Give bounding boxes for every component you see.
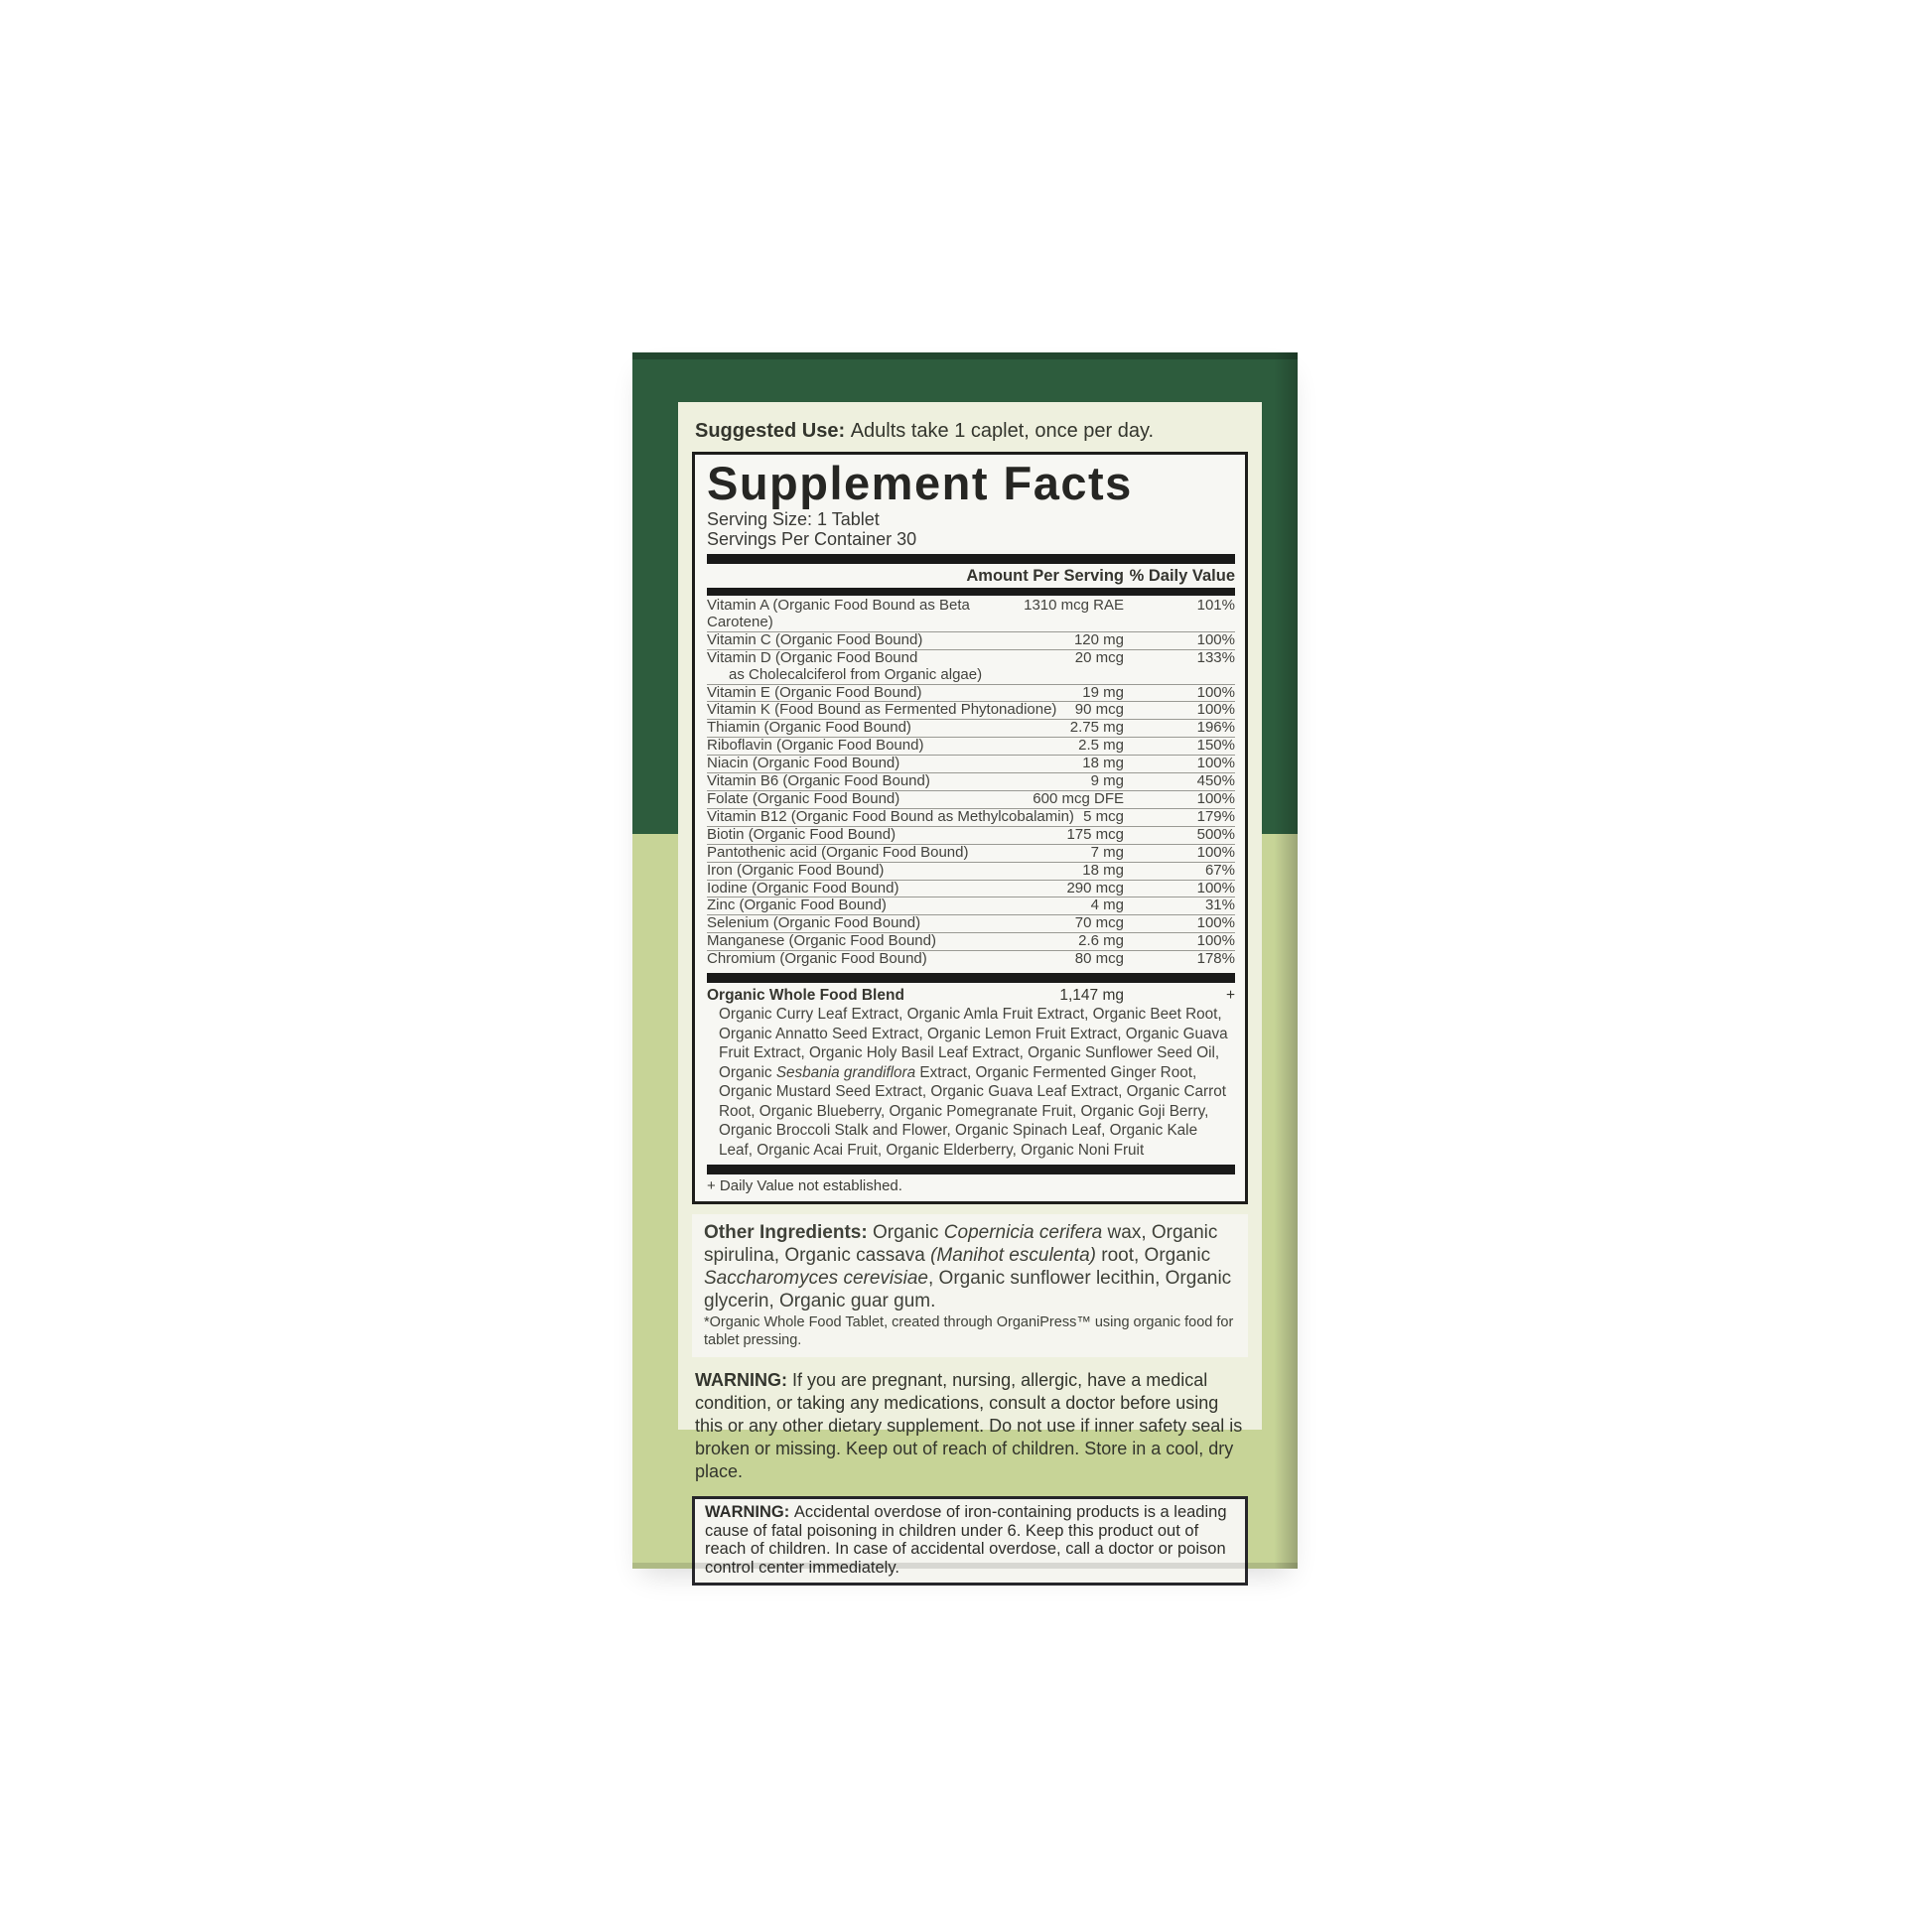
nutrient-amount: 2.6 mg	[1078, 932, 1124, 950]
divider-bar	[707, 973, 1235, 983]
nutrient-row	[707, 684, 1235, 702]
nutrient-daily-value: 100%	[1196, 630, 1235, 648]
nutrient-daily-value: 100%	[1196, 932, 1235, 950]
text-segment: wax, Organic spirulina, Organic cassava	[704, 1222, 1218, 1267]
nutrient-row	[707, 826, 1235, 844]
servings-per-container: Servings Per Container 30	[707, 529, 917, 549]
blend-row	[707, 986, 1235, 1005]
daily-value-header: % Daily Value	[1129, 567, 1235, 585]
nutrient-row	[707, 897, 1235, 914]
nutrient-row	[707, 701, 1235, 719]
nutrient-row	[707, 649, 1235, 684]
nutrient-daily-value: 133%	[1196, 648, 1235, 666]
box-top-edge	[632, 352, 1298, 359]
nutrient-row	[707, 631, 1235, 649]
nutrient-name: Selenium (Organic Food Bound)	[707, 914, 921, 932]
nutrient-amount: 7 mg	[1090, 843, 1124, 861]
suggested-use-text	[695, 418, 1246, 444]
nutrient-daily-value: 196%	[1196, 719, 1235, 737]
product-box-back	[632, 352, 1298, 1577]
nutrient-row	[707, 950, 1235, 968]
nutrient-name: Vitamin C (Organic Food Bound)	[707, 630, 923, 648]
nutrient-daily-value: 500%	[1196, 825, 1235, 843]
nutrient-name-line2: as Cholecalciferol from Organic algae)	[729, 665, 983, 683]
nutrient-amount: 80 mcg	[1074, 950, 1124, 968]
nutrient-row	[707, 808, 1235, 826]
nutrient-amount: 18 mg	[1082, 755, 1124, 772]
nutrient-amount: 120 mg	[1073, 630, 1124, 648]
nutrient-row	[707, 790, 1235, 808]
nutrient-row	[707, 914, 1235, 932]
nutrient-amount: 70 mcg	[1074, 914, 1124, 932]
nutrient-name: Biotin (Organic Food Bound)	[707, 825, 897, 843]
nutrient-name: Vitamin B12 (Organic Food Bound as Methylcobalamin)	[707, 807, 1074, 825]
nutrient-daily-value: 100%	[1196, 879, 1235, 897]
text-segment: root, Organic	[1095, 1245, 1211, 1267]
nutrient-name: Vitamin A (Organic Food Bound as Beta Carotene)	[707, 597, 970, 630]
nutrient-name: Chromium (Organic Food Bound)	[707, 950, 927, 968]
divider-bar	[707, 588, 1235, 596]
table-column-headers	[707, 567, 1235, 586]
nutrient-daily-value: 450%	[1196, 772, 1235, 790]
nutrient-row	[707, 862, 1235, 880]
nutrient-row	[707, 844, 1235, 862]
nutrient-table	[707, 598, 1235, 968]
nutrient-amount: 1310 mcg RAE	[1024, 597, 1124, 614]
nutrient-amount: 4 mg	[1090, 897, 1124, 914]
divider-bar	[707, 554, 1235, 564]
spacer	[707, 567, 966, 586]
serving-size: Serving Size: 1 Tablet	[707, 509, 880, 529]
nutrient-daily-value: 179%	[1196, 807, 1235, 825]
text-segment: Organic	[872, 1222, 944, 1244]
text-segment: WARNING:	[705, 1503, 794, 1522]
divider-bar	[707, 1165, 1235, 1174]
nutrient-row	[707, 755, 1235, 772]
nutrient-row	[707, 598, 1235, 631]
nutrient-daily-value: 178%	[1196, 950, 1235, 968]
nutrient-name: Pantothenic acid (Organic Food Bound)	[707, 843, 969, 861]
nutrient-daily-value: 150%	[1196, 737, 1235, 755]
text-segment: Extract, Organic Fermented Ginger Root, Organic Mustard Seed Extract, Organic Guava Leaf Extract, Organic Carrot Root, Organic Blueberry, Organic Pomegranate Fruit, Organic Goji Berry, Organic Broccoli Stalk and Flower, Organic Spinach Leaf, Organic Kale Leaf, Organic Acai Fruit, Organic Elderberry, Organic Noni Fruit	[719, 1063, 1226, 1159]
nutrient-name: Manganese (Organic Food Bound)	[707, 932, 936, 950]
nutrient-name: Vitamin D (Organic Food Bound as Cholecalciferol from Organic algae)	[707, 650, 1075, 684]
text-segment: Adults take 1 caplet, once per day.	[850, 420, 1155, 442]
nutrient-daily-value: 100%	[1196, 789, 1235, 807]
text-segment: WARNING:	[695, 1370, 792, 1391]
blend-ingredients	[707, 1005, 1235, 1160]
nutrient-name: Thiamin (Organic Food Bound)	[707, 719, 911, 737]
nutrient-amount: 18 mg	[1082, 861, 1124, 879]
text-segment: Sesbania grandiflora	[775, 1063, 916, 1081]
nutrient-amount: 2.75 mg	[1069, 719, 1124, 737]
box-bottom-edge	[632, 1563, 1298, 1569]
nutrient-row	[707, 932, 1235, 950]
supplement-facts-title: Supplement Facts	[707, 457, 1133, 509]
nutrient-name: Riboflavin (Organic Food Bound)	[707, 737, 924, 755]
text-segment: , Organic sunflower lecithin, Organic glycerin, Organic guar gum.	[704, 1268, 1232, 1312]
nutrient-daily-value: 67%	[1204, 861, 1235, 879]
blend-amount: 1,147 mg	[1059, 987, 1124, 1005]
nutrient-name: Zinc (Organic Food Bound)	[707, 897, 887, 914]
nutrient-row	[707, 880, 1235, 897]
blend-dv: +	[1225, 987, 1235, 1005]
nutrient-daily-value: 101%	[1196, 597, 1235, 614]
amount-per-serving-header: Amount Per Serving	[966, 567, 1124, 585]
text-segment: Organic Curry Leaf Extract, Organic Amla Fruit Extract, Organic Beet Root, Organic Annatto Seed Extract, Organic Lemon Fruit Extract, Organic Guava Fruit Extract, Organic Holy Basil Leaf Extract, Organic Sunflower Seed Oil, Organic	[719, 1006, 1228, 1081]
nutrient-amount: 90 mcg	[1074, 701, 1124, 719]
nutrient-amount: 19 mg	[1082, 683, 1124, 701]
other-ingredients-text	[704, 1221, 1236, 1312]
nutrient-daily-value: 100%	[1196, 914, 1235, 932]
nutrient-row	[707, 719, 1235, 737]
nutrient-amount: 290 mcg	[1066, 879, 1124, 897]
iron-warning-box	[692, 1496, 1248, 1586]
text-segment: Saccharomyces cerevisiae	[704, 1268, 928, 1290]
text-segment: Copernicia cerifera	[943, 1222, 1103, 1244]
nutrient-daily-value: 31%	[1204, 897, 1235, 914]
nutrient-amount: 20 mcg	[1074, 648, 1124, 666]
daily-value-footnote: + Daily Value not established.	[707, 1177, 902, 1195]
supplement-facts-box	[692, 452, 1248, 1204]
general-warning-text	[695, 1369, 1246, 1483]
nutrient-name: Folate (Organic Food Bound)	[707, 789, 900, 807]
nutrient-name: Vitamin B6 (Organic Food Bound)	[707, 772, 930, 790]
nutrient-daily-value: 100%	[1196, 701, 1235, 719]
nutrient-amount: 175 mcg	[1066, 825, 1124, 843]
nutrient-name: Vitamin E (Organic Food Bound)	[707, 683, 922, 701]
nutrient-daily-value: 100%	[1196, 843, 1235, 861]
organipress-footnote: *Organic Whole Food Tablet, created through OrganiPress™ using organic food for tablet pressing.	[704, 1314, 1234, 1349]
text-segment: Other Ingredients:	[704, 1222, 873, 1244]
nutrient-amount: 600 mcg DFE	[1033, 789, 1124, 807]
nutrient-row	[707, 737, 1235, 755]
nutrient-name: Iron (Organic Food Bound)	[707, 861, 885, 879]
text-segment: (Manihot esculenta)	[930, 1245, 1096, 1267]
nutrient-amount: 2.5 mg	[1078, 737, 1124, 755]
nutrient-amount: 9 mg	[1090, 772, 1124, 790]
text-segment: If you are pregnant, nursing, allergic, have a medical condition, or taking any medications, consult a doctor before using this or any other dietary supplement. Do not use if inner safety seal is broken or missing. Keep out of reach of children. Store in a cool, dry place.	[695, 1370, 1243, 1482]
text-segment: Accidental overdose of iron-containing products is a leading cause of fatal poisoning in children under 6. Keep this product out of reach of children. In case of accidental overdose, call a doctor or poison control center immediately.	[705, 1503, 1227, 1577]
nutrient-daily-value: 100%	[1196, 683, 1235, 701]
nutrient-name: Niacin (Organic Food Bound)	[707, 755, 900, 772]
nutrient-row	[707, 772, 1235, 790]
label-panel	[678, 402, 1262, 1577]
nutrient-name: Vitamin K (Food Bound as Fermented Phytonadione)	[707, 701, 1057, 719]
text-segment: Suggested Use:	[695, 420, 851, 442]
other-ingredients-box	[692, 1214, 1248, 1357]
blend-name: Organic Whole Food Blend	[707, 987, 904, 1005]
box-right-edge-shading	[1274, 352, 1298, 1569]
nutrient-name: Iodine (Organic Food Bound)	[707, 879, 899, 897]
nutrient-daily-value: 100%	[1196, 755, 1235, 772]
nutrient-amount: 5 mcg	[1083, 807, 1124, 825]
